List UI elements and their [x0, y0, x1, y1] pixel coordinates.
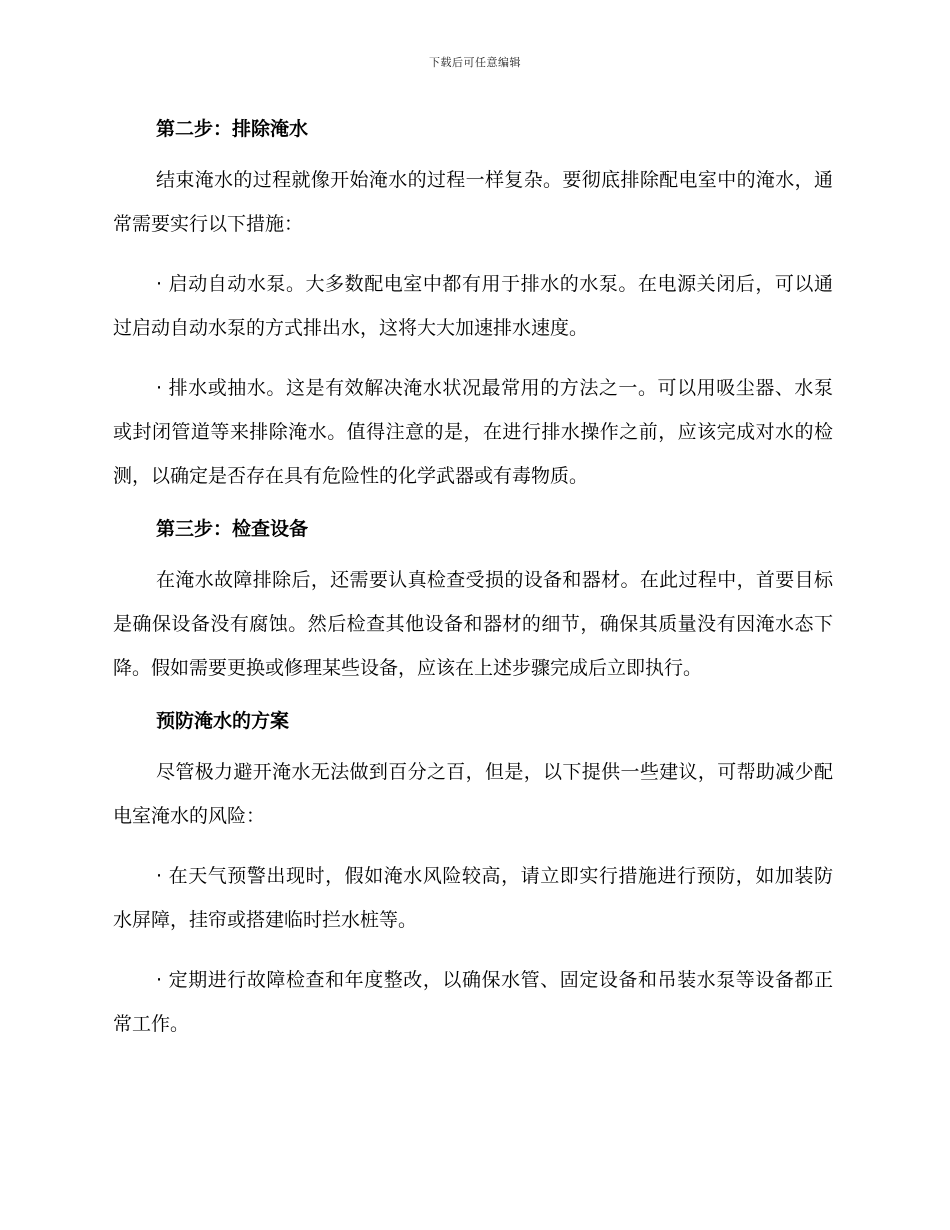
section-heading-step-three: 第三步：检查设备: [156, 518, 309, 540]
section-heading-prevention: 预防淹水的方案: [156, 710, 290, 732]
section-heading-step-two: 第二步：排除淹水: [156, 118, 309, 140]
bullet-paragraph: · 定期进行故障检查和年度整改，以确保水管、固定设备和吊装水泵等设备都正常工作。: [113, 969, 833, 1035]
bullet-paragraph: · 排水或抽水。这是有效解决淹水状况最常用的方法之一。可以用吸尘器、水泵或封闭管道等来排除淹水。值得注意的是，在进行排水操作之前，应该完成对水的检测，以确定是否存在具有危险性的化学武器或有毒物质。: [113, 377, 833, 487]
paragraph: 结束淹水的过程就像开始淹水的过程一样复杂。要彻底排除配电室中的淹水，通常需要实行以下措施：: [113, 169, 833, 235]
paragraph: 在淹水故障排除后，还需要认真检查受损的设备和器材。在此过程中，首要目标是确保设备没有腐蚀。然后检查其他设备和器材的细节，确保其质量没有因淹水态下降。假如需要更换或修理某些设备，应该在上述步骤完成后立即执行。: [113, 569, 833, 679]
document-body: [113, 114, 833, 1046]
bullet-paragraph: · 启动自动水泵。大多数配电室中都有用于排水的水泵。在电源关闭后，可以通过启动自动水泵的方式排出水，这将大大加速排水速度。: [113, 273, 833, 339]
bullet-paragraph: · 在天气预警出现时，假如淹水风险较高，请立即实行措施进行预防，如加装防水屏障，挂帘或搭建临时拦水桩等。: [113, 865, 833, 931]
paragraph: 尽管极力避开淹水无法做到百分之百，但是，以下提供一些建议，可帮助减少配电室淹水的风险：: [113, 761, 833, 827]
page-header-note: 下载后可任意编辑: [429, 56, 521, 69]
